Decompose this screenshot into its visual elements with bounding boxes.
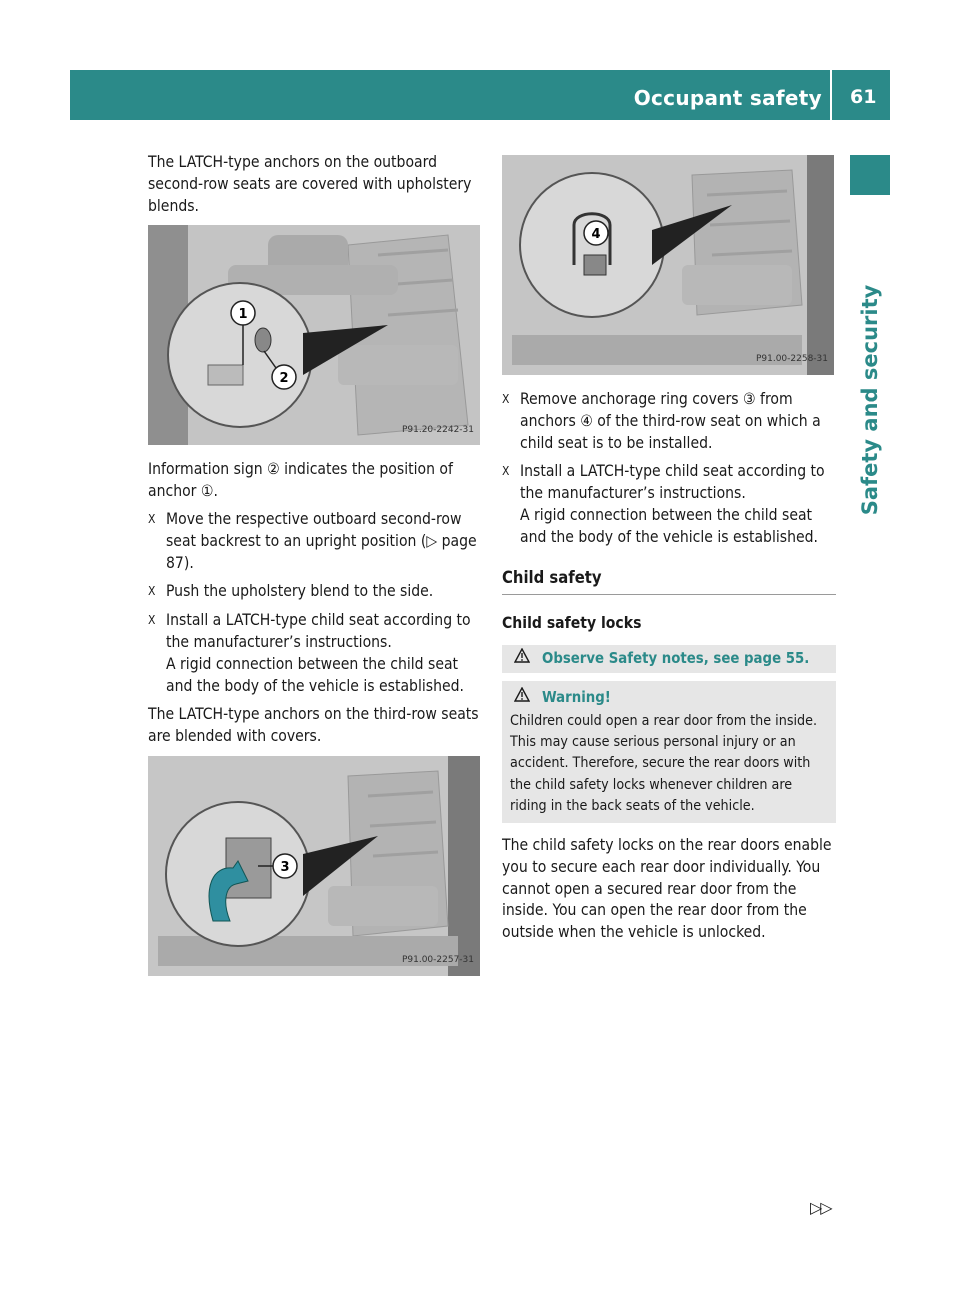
- figure-second-row-anchors: [148, 225, 480, 445]
- section-heading: Child safety: [502, 567, 836, 596]
- step-text: Push the upholstery blend to the side.: [166, 582, 434, 601]
- figure-third-row-covers: [148, 756, 480, 976]
- callout-3: 3: [280, 859, 290, 875]
- step-text: Move the respective outboard second-row seat backrest to an upright position (▷ page 87).: [166, 509, 477, 572]
- figure-code: P91.00-2257-31: [401, 955, 474, 966]
- callout-2: 2: [279, 371, 289, 387]
- safety-note-box: [502, 645, 836, 673]
- child-lock-paragraph: The child safety locks on the rear doors enable you to secure each rear door individually. You cannot open a secured rear door from the inside. You can open the rear door from the outside when the vehicle is unlocked.: [502, 835, 832, 942]
- step-text: Install a LATCH-type child seat according to the manufacturer’s instructions.: [166, 611, 471, 651]
- step-marker-icon: X: [502, 464, 510, 479]
- right-column: [502, 155, 836, 950]
- instruction-step: [148, 509, 482, 574]
- instruction-step: [148, 610, 482, 697]
- figure-code: P91.20-2242-31: [401, 424, 474, 435]
- seat-illustration-2: [148, 756, 480, 976]
- step-text: Remove anchorage ring covers ③ from anchors ④ of the third-row seat on which a child seat is to be installed.: [520, 390, 821, 452]
- step-marker-icon: X: [502, 392, 510, 406]
- page-number: 61: [850, 86, 877, 108]
- intro-paragraph: The LATCH-type anchors on the outboard second-row seats are covered with upholstery blends.: [148, 153, 472, 215]
- figure-third-row-anchor: [502, 155, 834, 375]
- info-paragraph: Information sign ② indicates the position of anchor ①.: [148, 460, 453, 501]
- callout-4: 4: [591, 227, 601, 242]
- warning-title-row: [510, 687, 828, 709]
- figure-code: P91.00-2258-31: [755, 354, 828, 365]
- seat-illustration-3: [502, 155, 834, 375]
- page-section-title: Occupant safety: [633, 86, 822, 110]
- left-column: [148, 152, 482, 990]
- step-marker-icon: X: [148, 613, 156, 628]
- callout-1: 1: [238, 307, 248, 323]
- safety-note-text: Observe Safety notes, see page 55.: [542, 650, 810, 668]
- step-text: Install a LATCH-type child seat according to the manufacturer’s instructions.: [520, 462, 825, 503]
- step-marker-icon: X: [148, 511, 156, 526]
- instruction-step: [502, 461, 836, 548]
- warning-triangle-icon: [514, 687, 530, 709]
- warning-text: Children could open a rear door from the inside. This may cause serious personal injury or an accident. Therefore, secure the rear doors with the child safety locks whenever children are riding in the back seats of the vehicle.: [510, 712, 818, 814]
- instruction-step: [502, 389, 836, 454]
- warning-triangle-icon: [514, 648, 530, 670]
- third-row-paragraph: The LATCH-type anchors on the third-row seats are blended with covers.: [148, 705, 479, 746]
- step-result: A rigid connection between the child seat and the body of the vehicle is established.: [166, 654, 464, 695]
- side-tab-label: Safety and security: [858, 284, 882, 516]
- step-result: A rigid connection between the child seat and the body of the vehicle is established.: [520, 505, 818, 546]
- step-marker-icon: X: [148, 584, 156, 599]
- instruction-step: [148, 581, 482, 603]
- continue-icon: ▷▷: [810, 1198, 831, 1217]
- warning-box: [502, 681, 836, 823]
- seat-illustration-1: [148, 225, 480, 445]
- warning-title: Warning!: [542, 689, 611, 707]
- sub-heading: Child safety locks: [502, 614, 642, 633]
- side-tab-marker: [850, 155, 890, 195]
